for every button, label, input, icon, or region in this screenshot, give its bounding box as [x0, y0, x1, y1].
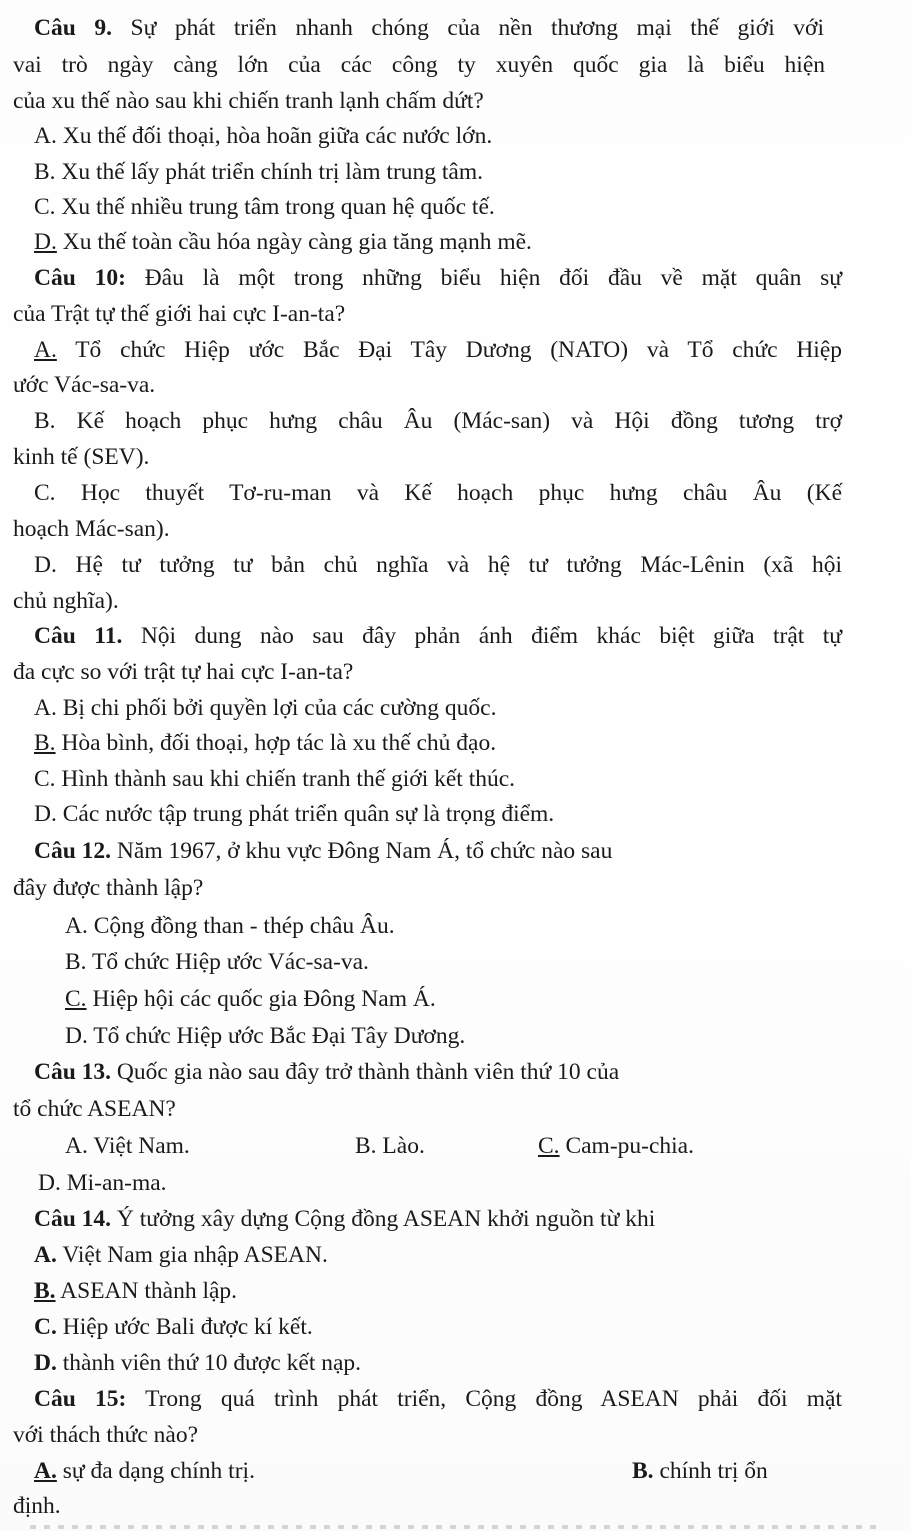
- q12-stem-line-2: đây được thành lập?: [13, 875, 204, 901]
- q11-stem-line-1: Câu 11. Nội dung nào sau đây phản ánh điểm khác biệt giữa trật tự: [34, 623, 843, 649]
- q12-option-d: D. Tổ chức Hiệp ước Bắc Đại Tây Dương.: [65, 1023, 466, 1049]
- q11-option-c: C. Hình thành sau khi chiến tranh thế giới kết thúc.: [34, 766, 516, 792]
- q11-label: Câu 11.: [34, 623, 123, 649]
- q13-answer-key: C.: [538, 1133, 560, 1159]
- q10-option-b-line-1: B. Kế hoạch phục hưng châu Âu (Mác-san) và Hội đồng tương trợ: [34, 408, 842, 434]
- q13-stem-line-2: tổ chức ASEAN?: [13, 1096, 176, 1122]
- q14-option-c: C. Hiệp ước Bali được kí kết.: [34, 1314, 313, 1340]
- q13-option-b: B. Lào.: [355, 1133, 425, 1159]
- q13-label: Câu 13.: [34, 1059, 112, 1085]
- q12-stem-line-1: Câu 12. Năm 1967, ở khu vực Đông Nam Á, tổ chức nào sau: [34, 838, 613, 864]
- q9-option-a: A. Xu thế đối thoại, hòa hoãn giữa các nước lớn.: [34, 123, 493, 149]
- q9-option-c: C. Xu thế nhiều trung tâm trong quan hệ quốc tế.: [34, 194, 495, 220]
- q11-option-a: A. Bị chi phối bởi quyền lợi của các cường quốc.: [34, 695, 497, 721]
- q9-option-d: D. Xu thế toàn cầu hóa ngày càng gia tăng mạnh mẽ.: [34, 229, 532, 255]
- q9-option-b: B. Xu thế lấy phát triển chính trị làm trung tâm.: [34, 159, 484, 185]
- q11-option-d: D. Các nước tập trung phát triển quân sự là trọng điểm.: [34, 801, 555, 827]
- q11-option-b: B. Hòa bình, đối thoại, hợp tác là xu thế chủ đạo.: [34, 730, 497, 756]
- q15-label: Câu 15:: [34, 1386, 127, 1412]
- q13-stem-line-1: Câu 13. Quốc gia nào sau đây trở thành thành viên thứ 10 của: [34, 1059, 620, 1085]
- q9-label: Câu 9.: [34, 15, 112, 41]
- q10-option-b-line-2: kinh tế (SEV).: [13, 444, 150, 470]
- q14-option-b: B. ASEAN thành lập.: [34, 1278, 238, 1304]
- q11-stem-line-2: đa cực so với trật tự hai cực I-an-ta?: [13, 659, 354, 685]
- q10-stem-line-1: Câu 10: Đâu là một trong những biểu hiện đối đầu về mặt quân sự: [34, 265, 843, 291]
- q14-option-a: A. Việt Nam gia nhập ASEAN.: [34, 1242, 328, 1268]
- q12-label: Câu 12.: [34, 838, 112, 864]
- q10-option-c-line-2: hoạch Mác-san).: [13, 516, 170, 542]
- q9-stem-line-1: Câu 9. Sự phát triển nhanh chóng của nền thương mại thế giới với: [34, 15, 825, 41]
- bottom-cut-line: [30, 1525, 880, 1529]
- q15-option-a: A. sự đa dạng chính trị.: [34, 1458, 255, 1484]
- q10-answer-key: A.: [34, 337, 57, 363]
- q14-option-d: D. thành viên thứ 10 được kết nạp.: [34, 1350, 362, 1376]
- q10-stem-line-2: của Trật tự thế giới hai cực I-an-ta?: [13, 301, 346, 327]
- q15-option-b-line-1: B. chính trị ổn: [632, 1458, 768, 1484]
- q9-stem-line-3: của xu thế nào sau khi chiến tranh lạnh chấm dứt?: [13, 88, 484, 114]
- q10-option-a-line-2: ước Vác-sa-va.: [13, 372, 156, 398]
- q12-option-c: C. Hiệp hội các quốc gia Đông Nam Á.: [65, 986, 436, 1012]
- q10-option-a-line-1: A. Tổ chức Hiệp ước Bắc Đại Tây Dương (NATO) và Tổ chức Hiệp: [34, 337, 843, 363]
- q14-answer-key: B.: [34, 1278, 56, 1304]
- q14-stem: Câu 14. Ý tưởng xây dựng Cộng đồng ASEAN khởi nguồn từ khi: [34, 1206, 656, 1232]
- q13-option-a: A. Việt Nam.: [65, 1133, 190, 1159]
- q13-option-d: D. Mi-an-ma.: [38, 1170, 167, 1196]
- q15-stem-line-1: Câu 15: Trong quá trình phát triển, Cộng đồng ASEAN phải đối mặt: [34, 1386, 842, 1412]
- q9-stem-line-2: vai trò ngày càng lớn của các công ty xuyên quốc gia là biểu hiện: [13, 52, 825, 78]
- q12-option-a: A. Cộng đồng than - thép châu Âu.: [65, 913, 395, 939]
- q12-answer-key: C.: [65, 986, 87, 1012]
- q15-option-b-line-2: định.: [13, 1493, 61, 1519]
- q13-option-c: C. Cam-pu-chia.: [538, 1133, 694, 1159]
- q11-answer-key: B.: [34, 730, 56, 756]
- q10-label: Câu 10:: [34, 265, 126, 291]
- q10-option-c-line-1: C. Học thuyết Tơ-ru-man và Kế hoạch phục hưng châu Âu (Kế: [34, 480, 842, 506]
- q9-answer-key: D.: [34, 229, 57, 255]
- q15-answer-key: A.: [34, 1458, 57, 1484]
- q10-option-d-line-2: chủ nghĩa).: [13, 588, 119, 614]
- q14-label: Câu 14.: [34, 1206, 112, 1232]
- q12-option-b: B. Tổ chức Hiệp ước Vác-sa-va.: [65, 949, 369, 975]
- q15-stem-line-2: với thách thức nào?: [13, 1422, 199, 1448]
- q10-option-d-line-1: D. Hệ tư tưởng tư bản chủ nghĩa và hệ tư tưởng Mác-Lênin (xã hội: [34, 552, 842, 578]
